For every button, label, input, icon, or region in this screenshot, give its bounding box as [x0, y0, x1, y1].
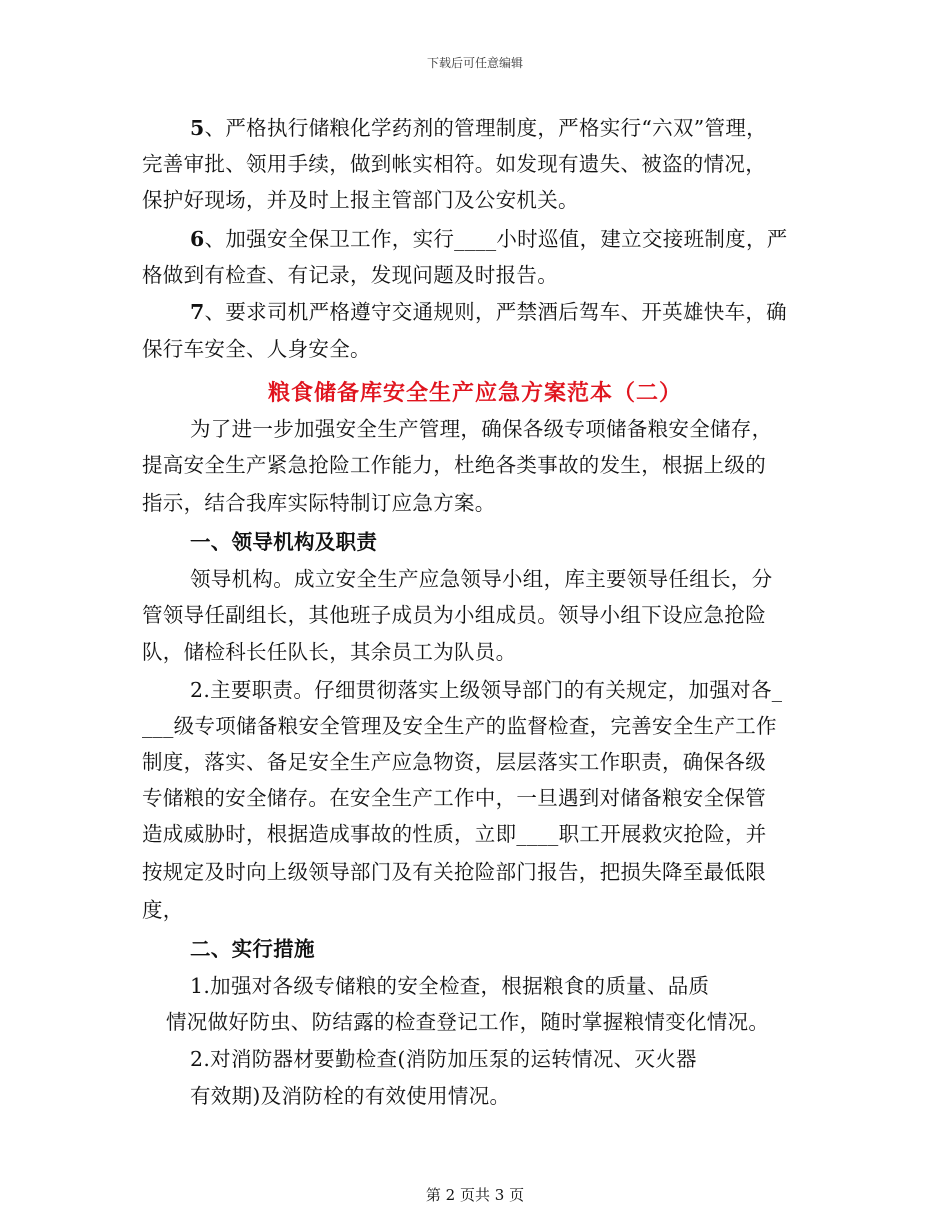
text-content: 、要求司机严格遵守交通规则，严禁酒后驾车、开英雄快车，确 — [204, 300, 787, 324]
text-line: 专储粮的安全储存。在安全生产工作中，一旦遇到对储备粮安全保管 — [142, 786, 766, 810]
text-content: 、加强安全保卫工作，实行____小时巡值，建立交接班制度，严 — [204, 227, 788, 251]
page-footer: 第 2 页共 3 页 — [425, 1186, 525, 1204]
section-title: 粮食储备库安全生产应急方案范本（二） — [267, 380, 682, 406]
text-line: 完善审批、领用手续，做到帐实相符。如发现有遗失、被盗的情况， — [142, 152, 766, 176]
text-line: 情况做好防虫、防结露的检查登记工作，随时掌握粮情变化情况。 — [166, 1010, 770, 1034]
text-line: 1.加强对各级专储粮的安全检查，根据粮食的质量、品质 — [190, 974, 710, 998]
text-line: 保行车安全、人身安全。 — [142, 337, 371, 361]
text-line: 指示，结合我库实际特制订应急方案。 — [142, 491, 496, 515]
text-line: 格做到有检查、有记录，发现问题及时报告。 — [142, 263, 558, 287]
text-content: 、严格执行储粮化学药剂的管理制度，严格实行“六双”管理， — [204, 116, 767, 140]
text-line: 造成威胁时，根据造成事故的性质，立即____职工开展救灾抢险，并 — [142, 822, 767, 846]
text-line: 制度，落实、备足安全生产应急物资，层层落实工作职责，确保各级 — [142, 750, 766, 774]
heading-leadership: 一、领导机构及职责 — [190, 530, 378, 554]
text-line: 按规定及时向上级领导部门及有关抢险部门报告，把损失降至最低限 — [142, 860, 766, 884]
page-header: 下载后可任意编辑 — [426, 56, 523, 70]
item-number: 5 — [190, 116, 205, 140]
text-line: 保护好现场，并及时上报主管部门及公安机关。 — [142, 188, 579, 212]
text-line: 领导机构。成立安全生产应急领导小组，库主要领导任组长，分 — [190, 567, 773, 591]
text-line: 度， — [142, 898, 184, 922]
text-line — [190, 300, 787, 324]
text-line: 2.对消防器材要勤检查(消防加压泵的运转情况、灭火器 — [190, 1047, 697, 1071]
item-number: 6 — [190, 227, 205, 251]
text-line — [190, 227, 788, 251]
heading-measures: 二、实行措施 — [190, 937, 315, 961]
text-line: 提高安全生产紧急抢险工作能力，杜绝各类事故的发生，根据上级的 — [142, 453, 766, 477]
item-number: 7 — [190, 300, 205, 324]
text-line: 有效期)及消防栓的有效使用情况。 — [190, 1084, 511, 1108]
text-line: 2.主要职责。仔细贯彻落实上级领导部门的有关规定，加强对各_ — [190, 678, 783, 702]
text-line: 管领导任副组长，其他班子成员为小组成员。领导小组下设应急抢险 — [142, 603, 766, 627]
text-line: ___级专项储备粮安全管理及安全生产的监督检查，完善安全生产工作 — [142, 714, 777, 738]
text-line: 队，储检科长任队长，其余员工为队员。 — [142, 640, 517, 664]
text-line — [190, 116, 767, 140]
text-line: 为了进一步加强安全生产管理，确保各级专项储备粮安全储存， — [190, 417, 773, 441]
